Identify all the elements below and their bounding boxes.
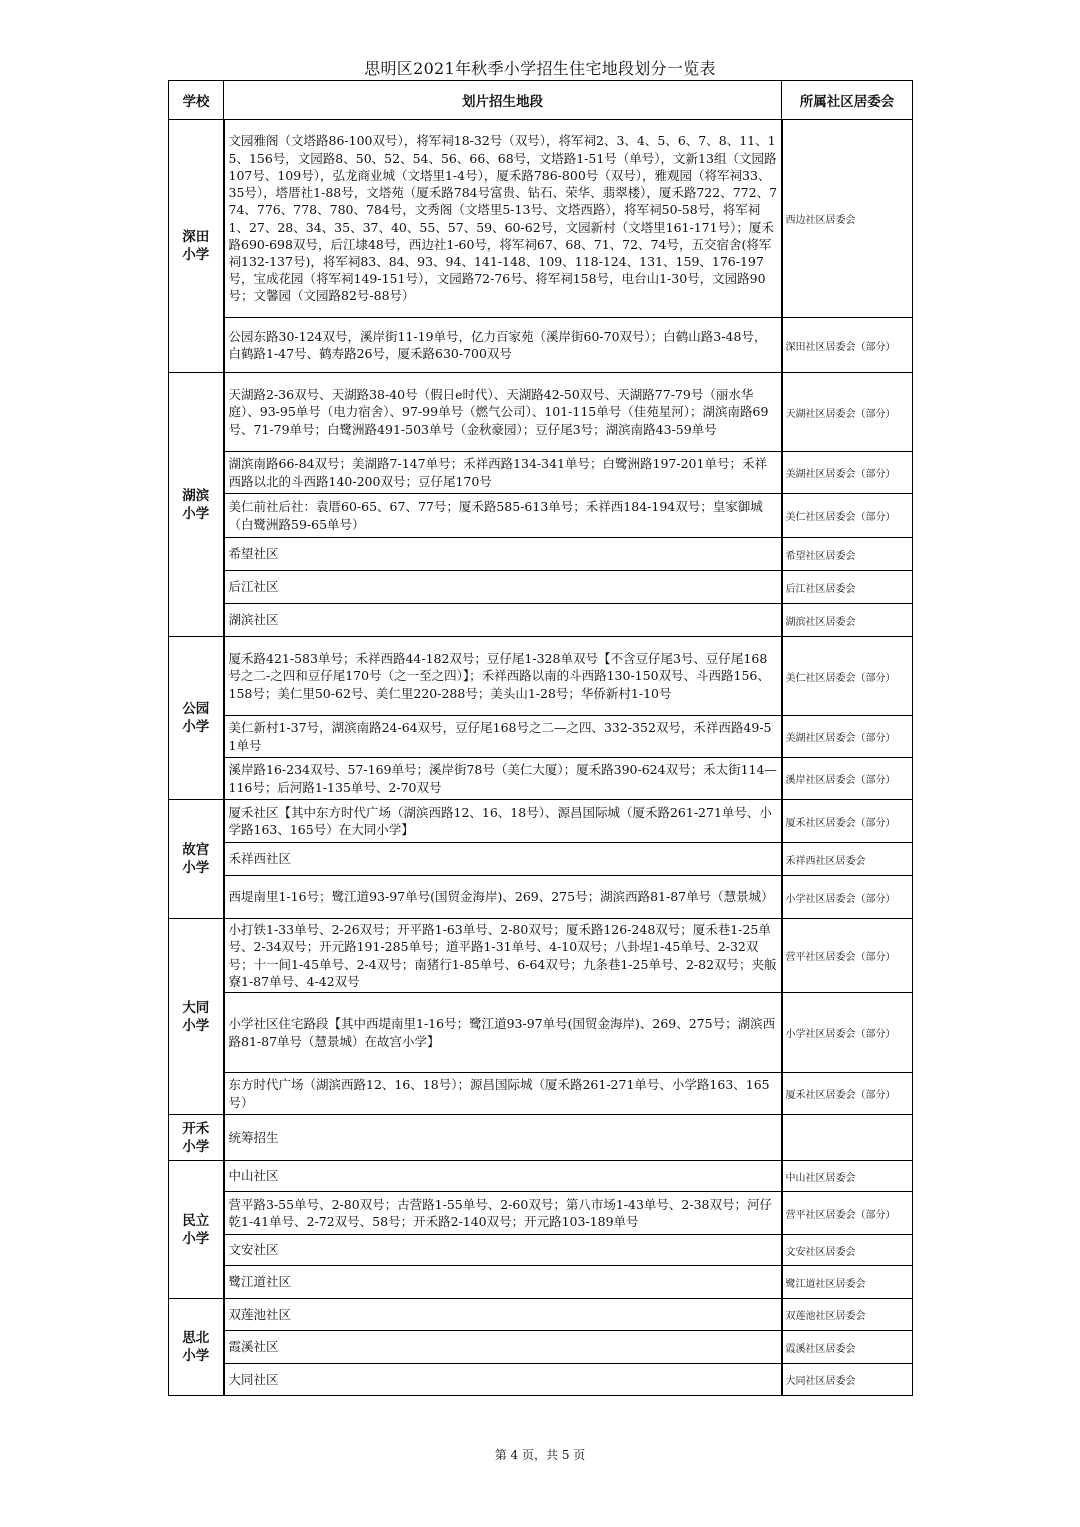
community-committee: 厦禾社区居委会（部分） (782, 800, 913, 843)
area-description: 小打铁1-33单号、2-26双号；开平路1-63单号、2-80双号；厦禾路126-248双号；厦禾巷1-25单号、2-34双号；开元路191-285单号；道平路1-31单号、4-10双号；八卦埕1-45单号、2-32双号；十一间1-45单号、2-4双号；南猪行1-85单号、6-64双号；九条巷1-25单号、2-82双号；夹舨寮1-87单号、4-42双号 (224, 919, 782, 993)
community-committee: 双莲池社区居委会 (782, 1299, 913, 1331)
community-committee: 霞溪社区居委会 (782, 1331, 913, 1364)
area-description: 西堤南里1-16号；鹭江道93-97单号(国贸金海岸)、269、275号；湖滨西路81-87单号（慧景城） (224, 876, 782, 919)
community-committee: 小学社区居委会（部分） (782, 993, 913, 1073)
community-committee: 希望社区居委会 (782, 538, 913, 571)
table-row (169, 843, 913, 876)
community-committee: 湖滨社区居委会 (782, 604, 913, 637)
area-description: 霞溪社区 (224, 1331, 782, 1364)
community-committee: 大同社区居委会 (782, 1364, 913, 1396)
area-description: 厦禾社区【其中东方时代广场（湖滨西路12、16、18号）、源昌国际城（厦禾路261-271单号、小学路163、165号）在大同小学】 (224, 800, 782, 843)
table-row (169, 993, 913, 1073)
community-committee: 禾祥西社区居委会 (782, 843, 913, 876)
area-description: 溪岸路16-234双号、57-169单号；溪岸街78号（美仁大厦）；厦禾路390-624双号；禾太街114—116号；后河路1-135单号、2-70双号 (224, 758, 782, 800)
table-row (169, 758, 913, 800)
school-name-cell (169, 637, 224, 800)
community-committee (782, 1115, 913, 1161)
community-committee: 厦禾社区居委会（部分） (782, 1073, 913, 1115)
table-row (169, 452, 913, 494)
school-name: 思北小学 (182, 1330, 210, 1364)
school-name-cell (169, 1161, 224, 1299)
community-committee: 天湖社区居委会（部分） (782, 373, 913, 452)
district-table (168, 80, 913, 1396)
school-name: 开禾小学 (182, 1120, 210, 1155)
school-name-cell (169, 800, 224, 919)
page-title: 思明区2021年秋季小学招生住宅地段划分一览表 (364, 59, 716, 78)
area-description: 小学社区住宅路段【其中西堤南里1-16号；鹭江道93-97单号(国贸金海岸)、269、275号；湖滨西路81-87单号（慧景城）在故宫小学】 (224, 993, 782, 1073)
area-description: 美仁新村1-37号，湖滨南路24-64双号，豆仔尾168号之二—之四、332-352双号，禾祥西路49-51单号 (224, 716, 782, 758)
area-description: 中山社区 (224, 1161, 782, 1192)
community-committee: 美湖社区居委会（部分） (782, 716, 913, 758)
area-description: 天湖路2-36双号、天湖路38-40号（假日e时代）、天湖路42-50双号、天湖路77-79号（丽水华庭）、93-95单号（电力宿舍）、97-99单号（燃气公司）、101-115单号（佳苑星河）；湖滨南路69号、71-79单号；白鹭洲路491-503单号（金秋豪园）；豆仔尾3号；湖滨南路43-59单号 (224, 373, 782, 452)
area-description: 文园雅阁（文塔路86-100双号），将军祠18-32号（双号），将军祠2、3、4、5、6、7、8、11、15、156号，文园路8、50、52、54、56、66、68号，文塔路1-51号（单号），文新13组（文园路107号、109号），弘龙商业城（文塔里1-4号），厦禾路786-800号（双号），雅观园（将军祠33、35号），塔厝社1-88号，文塔苑（厦禾路784号富贵、钻石、荣华、翡翠楼），厦禾路722、772、774、776、778、780、784号，文秀阁（文塔里5-13号、文塔西路），将军祠50-58号，将军祠1、27、28、34、35、37、40、55、57、59、60-62号，文园新村（文塔里161-171号）；厦禾路690-698双号，后江埭48号，西边社1-60号，将军祠67、68、71、72、74号，五交宿舍(将军祠132-137号)，将军祠83、84、93、94、141-148、109、118-124、131、159、176-197号，宝成花园（将军祠149-151号），文园路72-76号、将军祠158号，电台山1-30号，文园路90号；文馨园（文园路82号-88号） (224, 120, 782, 318)
school-name: 深田小学 (182, 229, 210, 263)
table-row (169, 120, 913, 318)
table-row (169, 1299, 913, 1331)
school-name: 公园小学 (182, 701, 210, 735)
table-row (169, 1364, 913, 1396)
school-name: 湖滨小学 (182, 487, 210, 522)
table-row (169, 604, 913, 637)
table-row (169, 571, 913, 604)
area-description: 鹭江道社区 (224, 1266, 782, 1299)
table-row (169, 1192, 913, 1235)
table-row (169, 1073, 913, 1115)
table-row (169, 1115, 913, 1161)
table-row (169, 318, 913, 373)
area-description: 湖滨社区 (224, 604, 782, 637)
community-committee: 营平社区居委会（部分） (782, 1192, 913, 1235)
table-row (169, 637, 913, 716)
table-body (169, 120, 913, 1396)
community-committee: 美湖社区居委会（部分） (782, 452, 913, 494)
table-row (169, 1331, 913, 1364)
table-row (169, 1235, 913, 1266)
page-footer: 第 4 页，共 5 页 (494, 1448, 586, 1462)
community-committee: 中山社区居委会 (782, 1161, 913, 1192)
table-row (169, 373, 913, 452)
school-name-cell (169, 919, 224, 1115)
table-row (169, 1266, 913, 1299)
school-name-cell (169, 373, 224, 637)
community-committee: 西边社区居委会 (782, 120, 913, 318)
area-description: 美仁前社后社：袁厝60-65、67、77号；厦禾路585-613单号；禾祥西184-194双号；皇家御城（白鹭洲路59-65单号） (224, 494, 782, 538)
school-name-cell (169, 120, 224, 373)
header-school: 学校 (169, 81, 224, 120)
table-row (169, 538, 913, 571)
area-description: 希望社区 (224, 538, 782, 571)
area-description: 大同社区 (224, 1364, 782, 1396)
table-row (169, 876, 913, 919)
community-committee: 深田社区居委会（部分） (782, 318, 913, 373)
area-description: 后江社区 (224, 571, 782, 604)
area-description: 湖滨南路66-84双号；美湖路7-147单号；禾祥西路134-341单号；白鹭洲路197-201单号；禾祥西路以北的斗西路140-200双号；豆仔尾170号 (224, 452, 782, 494)
community-committee: 后江社区居委会 (782, 571, 913, 604)
area-description: 双莲池社区 (224, 1299, 782, 1331)
community-committee: 营平社区居委会（部分） (782, 919, 913, 993)
community-committee: 美仁社区居委会（部分） (782, 637, 913, 716)
area-description: 公园东路30-124双号，溪岸街11-19单号，亿力百家苑（溪岸街60-70双号）；白鹤山路3-48号，白鹤路1-47号、鹤寿路26号，厦禾路630-700双号 (224, 318, 782, 373)
table-row (169, 716, 913, 758)
area-description: 禾祥西社区 (224, 843, 782, 876)
community-committee: 溪岸社区居委会（部分） (782, 758, 913, 800)
school-name-cell (169, 1299, 224, 1396)
community-committee: 鹭江道社区居委会 (782, 1266, 913, 1299)
community-committee: 小学社区居委会（部分） (782, 876, 913, 919)
area-description: 统筹招生 (224, 1115, 782, 1161)
area-description: 东方时代广场（湖滨西路12、16、18号）；源昌国际城（厦禾路261-271单号、小学路163、165号） (224, 1073, 782, 1115)
school-name: 故宫小学 (182, 842, 210, 876)
table-header-row (169, 81, 913, 120)
school-name-cell (169, 1115, 224, 1161)
area-description: 营平路3-55单号、2-80双号；古营路1-55单号、2-60双号；第八市场1-43单号、2-38双号；河仔乾1-41单号、2-72双号、58号；开禾路2-140双号；开元路103-189单号 (224, 1192, 782, 1235)
table-row (169, 800, 913, 843)
school-name: 民立小学 (182, 1212, 210, 1247)
table-row (169, 1161, 913, 1192)
table-row (169, 919, 913, 993)
area-description: 厦禾路421-583单号；禾祥西路44-182双号；豆仔尾1-328单双号【不含豆仔尾3号、豆仔尾168号之二-之四和豆仔尾170号（之一至之四）】；禾祥西路以南的斗西路130-150双号、斗西路156、158号；美仁里50-62号、美仁里220-288号；美头山1-28号；华侨新村1-10号 (224, 637, 782, 716)
community-committee: 文安社区居委会 (782, 1235, 913, 1266)
header-area: 划片招生地段 (224, 81, 782, 120)
table-row (169, 494, 913, 538)
community-committee: 美仁社区居委会（部分） (782, 494, 913, 538)
area-description: 文安社区 (224, 1235, 782, 1266)
school-name: 大同小学 (182, 999, 210, 1034)
header-committee: 所属社区居委会 (782, 81, 913, 120)
